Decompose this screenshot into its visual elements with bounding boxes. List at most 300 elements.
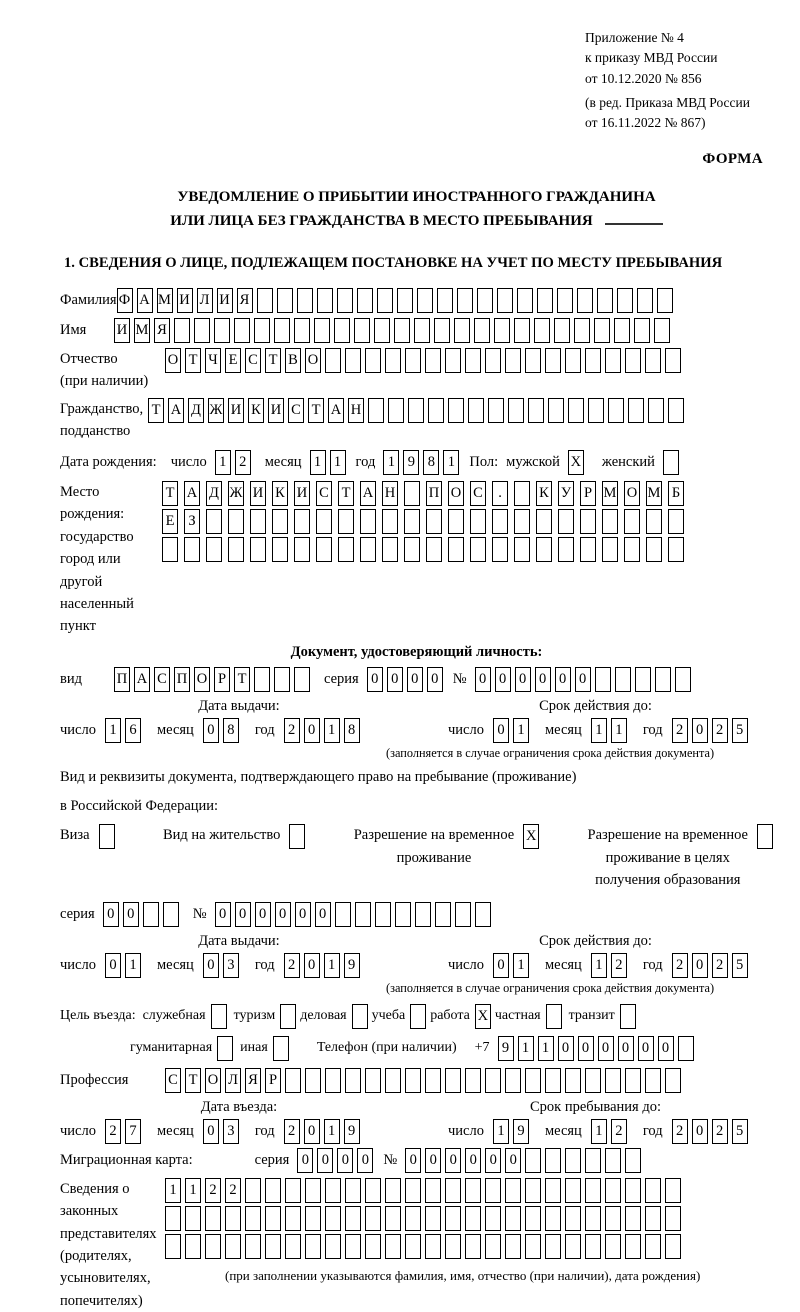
- doc-number-box[interactable]: 0: [495, 667, 511, 692]
- citizenship-char-box[interactable]: [408, 398, 424, 423]
- doc-series-box[interactable]: 0: [387, 667, 403, 692]
- representatives-char-box[interactable]: [485, 1178, 501, 1203]
- issue-year-box[interactable]: 8: [344, 718, 360, 743]
- firstname-char-box[interactable]: [274, 318, 290, 343]
- representatives-char-box[interactable]: [345, 1206, 361, 1231]
- citizenship-char-box[interactable]: Д: [188, 398, 204, 423]
- birthplace-char-box[interactable]: Т: [338, 481, 354, 506]
- patronymic-char-box[interactable]: [405, 348, 421, 373]
- valid-month-box[interactable]: 2: [611, 953, 627, 978]
- patronymic-char-box[interactable]: [345, 348, 361, 373]
- birthplace-char-box[interactable]: И: [250, 481, 266, 506]
- profession-char-box[interactable]: [645, 1068, 661, 1093]
- birthplace-char-box[interactable]: [338, 537, 354, 562]
- doc-series-box[interactable]: 0: [427, 667, 443, 692]
- staydoc-number-box[interactable]: [395, 902, 411, 927]
- representatives-char-box[interactable]: [505, 1178, 521, 1203]
- representatives-char-box[interactable]: [445, 1234, 461, 1259]
- birthplace-char-box[interactable]: [338, 509, 354, 534]
- representatives-char-box[interactable]: [445, 1206, 461, 1231]
- profession-char-box[interactable]: [625, 1068, 641, 1093]
- purpose-work-checkbox[interactable]: X: [475, 1004, 491, 1029]
- valid-year-box[interactable]: 0: [692, 953, 708, 978]
- firstname-char-box[interactable]: [194, 318, 210, 343]
- firstname-char-box[interactable]: [474, 318, 490, 343]
- residence-permit-checkbox[interactable]: [289, 824, 305, 849]
- representatives-char-box[interactable]: [365, 1234, 381, 1259]
- phone-digit-box[interactable]: 0: [618, 1036, 634, 1061]
- citizenship-char-box[interactable]: [628, 398, 644, 423]
- issue-day-box[interactable]: 1: [105, 718, 121, 743]
- patronymic-char-box[interactable]: [565, 348, 581, 373]
- birthplace-char-box[interactable]: [206, 509, 222, 534]
- firstname-char-box[interactable]: [234, 318, 250, 343]
- birthplace-char-box[interactable]: [316, 537, 332, 562]
- representatives-char-box[interactable]: 1: [165, 1178, 181, 1203]
- doc-number-box[interactable]: [635, 667, 651, 692]
- firstname-char-box[interactable]: [614, 318, 630, 343]
- staydoc-number-box[interactable]: 0: [235, 902, 251, 927]
- birthplace-char-box[interactable]: [250, 509, 266, 534]
- staydoc-number-box[interactable]: [415, 902, 431, 927]
- birthplace-char-box[interactable]: [580, 509, 596, 534]
- representatives-char-box[interactable]: [625, 1206, 641, 1231]
- representatives-char-box[interactable]: [605, 1178, 621, 1203]
- birthplace-char-box[interactable]: [448, 537, 464, 562]
- temp-residence-checkbox[interactable]: X: [523, 824, 539, 849]
- citizenship-char-box[interactable]: [468, 398, 484, 423]
- issue-day-box[interactable]: 6: [125, 718, 141, 743]
- stay-day-box[interactable]: 9: [513, 1119, 529, 1144]
- surname-char-box[interactable]: [377, 288, 393, 313]
- firstname-char-box[interactable]: [174, 318, 190, 343]
- representatives-char-box[interactable]: [225, 1234, 241, 1259]
- birthplace-char-box[interactable]: [404, 537, 420, 562]
- doc-number-box[interactable]: 0: [555, 667, 571, 692]
- birthplace-char-box[interactable]: [624, 537, 640, 562]
- patronymic-char-box[interactable]: [465, 348, 481, 373]
- birthplace-char-box[interactable]: П: [426, 481, 442, 506]
- birthplace-char-box[interactable]: И: [294, 481, 310, 506]
- representatives-char-box[interactable]: [245, 1206, 261, 1231]
- representatives-char-box[interactable]: [625, 1234, 641, 1259]
- representatives-char-box[interactable]: [385, 1178, 401, 1203]
- representatives-char-box[interactable]: [525, 1234, 541, 1259]
- birth-year-box[interactable]: 1: [383, 450, 399, 475]
- surname-char-box[interactable]: [437, 288, 453, 313]
- birthplace-char-box[interactable]: О: [448, 481, 464, 506]
- profession-char-box[interactable]: О: [205, 1068, 221, 1093]
- doc-number-box[interactable]: [675, 667, 691, 692]
- issue-month-box[interactable]: 3: [223, 953, 239, 978]
- birthplace-char-box[interactable]: [206, 537, 222, 562]
- patronymic-char-box[interactable]: [385, 348, 401, 373]
- valid-day-box[interactable]: 1: [513, 718, 529, 743]
- birthplace-char-box[interactable]: [272, 509, 288, 534]
- patronymic-char-box[interactable]: [365, 348, 381, 373]
- patronymic-char-box[interactable]: [585, 348, 601, 373]
- birthplace-char-box[interactable]: [514, 481, 530, 506]
- surname-char-box[interactable]: [337, 288, 353, 313]
- surname-char-box[interactable]: [517, 288, 533, 313]
- birth-year-box[interactable]: 9: [403, 450, 419, 475]
- purpose-private-checkbox[interactable]: [546, 1004, 562, 1029]
- representatives-char-box[interactable]: [205, 1234, 221, 1259]
- surname-char-box[interactable]: [617, 288, 633, 313]
- firstname-char-box[interactable]: [514, 318, 530, 343]
- firstname-char-box[interactable]: [334, 318, 350, 343]
- firstname-char-box[interactable]: [534, 318, 550, 343]
- representatives-char-box[interactable]: [285, 1234, 301, 1259]
- patronymic-char-box[interactable]: [665, 348, 681, 373]
- staydoc-number-box[interactable]: [335, 902, 351, 927]
- citizenship-char-box[interactable]: Н: [348, 398, 364, 423]
- representatives-char-box[interactable]: 1: [185, 1178, 201, 1203]
- valid-day-box[interactable]: 0: [493, 953, 509, 978]
- purpose-business-checkbox[interactable]: [352, 1004, 368, 1029]
- sex-male-checkbox[interactable]: X: [568, 450, 584, 475]
- surname-char-box[interactable]: М: [157, 288, 173, 313]
- firstname-char-box[interactable]: [634, 318, 650, 343]
- birthplace-char-box[interactable]: [514, 537, 530, 562]
- birthplace-char-box[interactable]: [492, 537, 508, 562]
- phone-digit-box[interactable]: 0: [578, 1036, 594, 1061]
- birthplace-char-box[interactable]: [250, 537, 266, 562]
- surname-char-box[interactable]: [637, 288, 653, 313]
- staydoc-number-box[interactable]: 0: [255, 902, 271, 927]
- birth-year-box[interactable]: 1: [443, 450, 459, 475]
- firstname-char-box[interactable]: [654, 318, 670, 343]
- mig-series-box[interactable]: 0: [317, 1148, 333, 1173]
- issue-year-box[interactable]: 0: [304, 953, 320, 978]
- profession-char-box[interactable]: [345, 1068, 361, 1093]
- stay-year-box[interactable]: 2: [712, 1119, 728, 1144]
- birthplace-char-box[interactable]: [580, 537, 596, 562]
- representatives-char-box[interactable]: 2: [225, 1178, 241, 1203]
- firstname-char-box[interactable]: [214, 318, 230, 343]
- firstname-char-box[interactable]: [294, 318, 310, 343]
- surname-char-box[interactable]: [277, 288, 293, 313]
- patronymic-char-box[interactable]: [485, 348, 501, 373]
- representatives-char-box[interactable]: [545, 1178, 561, 1203]
- birthplace-char-box[interactable]: [536, 537, 552, 562]
- birthplace-char-box[interactable]: З: [184, 509, 200, 534]
- patronymic-char-box[interactable]: [645, 348, 661, 373]
- citizenship-char-box[interactable]: [508, 398, 524, 423]
- profession-char-box[interactable]: [425, 1068, 441, 1093]
- birthplace-char-box[interactable]: К: [272, 481, 288, 506]
- firstname-char-box[interactable]: [454, 318, 470, 343]
- birthplace-char-box[interactable]: М: [602, 481, 618, 506]
- birthplace-char-box[interactable]: [646, 537, 662, 562]
- citizenship-char-box[interactable]: А: [168, 398, 184, 423]
- patronymic-char-box[interactable]: [605, 348, 621, 373]
- representatives-char-box[interactable]: [465, 1178, 481, 1203]
- phone-digit-box[interactable]: 1: [518, 1036, 534, 1061]
- citizenship-char-box[interactable]: Т: [148, 398, 164, 423]
- birth-day-box[interactable]: 2: [235, 450, 251, 475]
- birthplace-char-box[interactable]: [382, 509, 398, 534]
- mig-series-box[interactable]: 0: [357, 1148, 373, 1173]
- birthplace-char-box[interactable]: [228, 537, 244, 562]
- birthplace-char-box[interactable]: Т: [162, 481, 178, 506]
- representatives-char-box[interactable]: [565, 1234, 581, 1259]
- representatives-char-box[interactable]: [265, 1206, 281, 1231]
- staydoc-number-box[interactable]: 0: [275, 902, 291, 927]
- surname-char-box[interactable]: [597, 288, 613, 313]
- citizenship-char-box[interactable]: [528, 398, 544, 423]
- citizenship-char-box[interactable]: Т: [308, 398, 324, 423]
- representatives-char-box[interactable]: [645, 1234, 661, 1259]
- birthplace-char-box[interactable]: [668, 509, 684, 534]
- citizenship-char-box[interactable]: [608, 398, 624, 423]
- profession-char-box[interactable]: [565, 1068, 581, 1093]
- birth-month-box[interactable]: 1: [330, 450, 346, 475]
- birthplace-char-box[interactable]: С: [470, 481, 486, 506]
- birthplace-char-box[interactable]: [382, 537, 398, 562]
- representatives-char-box[interactable]: [365, 1178, 381, 1203]
- patronymic-char-box[interactable]: О: [305, 348, 321, 373]
- mig-number-box[interactable]: [585, 1148, 601, 1173]
- issue-year-box[interactable]: 0: [304, 718, 320, 743]
- firstname-char-box[interactable]: М: [134, 318, 150, 343]
- firstname-char-box[interactable]: И: [114, 318, 130, 343]
- representatives-char-box[interactable]: [525, 1178, 541, 1203]
- patronymic-char-box[interactable]: Т: [185, 348, 201, 373]
- representatives-char-box[interactable]: [445, 1178, 461, 1203]
- birthplace-char-box[interactable]: [404, 509, 420, 534]
- issue-month-box[interactable]: 0: [203, 953, 219, 978]
- surname-char-box[interactable]: Ф: [117, 288, 133, 313]
- representatives-char-box[interactable]: [485, 1206, 501, 1231]
- surname-char-box[interactable]: [457, 288, 473, 313]
- surname-char-box[interactable]: [477, 288, 493, 313]
- birthplace-char-box[interactable]: [426, 509, 442, 534]
- patronymic-char-box[interactable]: С: [245, 348, 261, 373]
- birthplace-char-box[interactable]: [668, 537, 684, 562]
- doc-number-box[interactable]: 0: [475, 667, 491, 692]
- doc-kind-char-box[interactable]: Т: [234, 667, 250, 692]
- profession-char-box[interactable]: [485, 1068, 501, 1093]
- profession-char-box[interactable]: Л: [225, 1068, 241, 1093]
- surname-char-box[interactable]: [257, 288, 273, 313]
- mig-number-box[interactable]: 0: [425, 1148, 441, 1173]
- profession-char-box[interactable]: [385, 1068, 401, 1093]
- sex-female-checkbox[interactable]: [663, 450, 679, 475]
- citizenship-char-box[interactable]: И: [268, 398, 284, 423]
- representatives-char-box[interactable]: [205, 1206, 221, 1231]
- birthplace-char-box[interactable]: [272, 537, 288, 562]
- doc-kind-char-box[interactable]: О: [194, 667, 210, 692]
- representatives-char-box[interactable]: [385, 1234, 401, 1259]
- surname-char-box[interactable]: Я: [237, 288, 253, 313]
- doc-number-box[interactable]: 0: [535, 667, 551, 692]
- staydoc-number-box[interactable]: [375, 902, 391, 927]
- valid-month-box[interactable]: 1: [611, 718, 627, 743]
- patronymic-char-box[interactable]: [505, 348, 521, 373]
- birthplace-char-box[interactable]: У: [558, 481, 574, 506]
- firstname-char-box[interactable]: [414, 318, 430, 343]
- representatives-char-box[interactable]: [265, 1178, 281, 1203]
- staydoc-number-box[interactable]: [455, 902, 471, 927]
- representatives-char-box[interactable]: [425, 1206, 441, 1231]
- mig-number-box[interactable]: [525, 1148, 541, 1173]
- representatives-char-box[interactable]: [345, 1178, 361, 1203]
- purpose-transit-checkbox[interactable]: [620, 1004, 636, 1029]
- profession-char-box[interactable]: [325, 1068, 341, 1093]
- citizenship-char-box[interactable]: И: [228, 398, 244, 423]
- entry-year-box[interactable]: 2: [284, 1119, 300, 1144]
- patronymic-char-box[interactable]: [445, 348, 461, 373]
- patronymic-char-box[interactable]: [525, 348, 541, 373]
- birthplace-char-box[interactable]: [404, 481, 420, 506]
- staydoc-series-box[interactable]: [143, 902, 159, 927]
- birthplace-char-box[interactable]: [448, 509, 464, 534]
- phone-digit-box[interactable]: 1: [538, 1036, 554, 1061]
- issue-year-box[interactable]: 1: [324, 718, 340, 743]
- citizenship-char-box[interactable]: А: [328, 398, 344, 423]
- birthplace-char-box[interactable]: [602, 509, 618, 534]
- representatives-char-box[interactable]: [665, 1206, 681, 1231]
- issue-month-box[interactable]: 0: [203, 718, 219, 743]
- patronymic-char-box[interactable]: В: [285, 348, 301, 373]
- birthplace-char-box[interactable]: Д: [206, 481, 222, 506]
- representatives-char-box[interactable]: [585, 1234, 601, 1259]
- issue-year-box[interactable]: 9: [344, 953, 360, 978]
- doc-number-box[interactable]: [655, 667, 671, 692]
- phone-digit-box[interactable]: 0: [658, 1036, 674, 1061]
- citizenship-char-box[interactable]: [648, 398, 664, 423]
- representatives-char-box[interactable]: [405, 1206, 421, 1231]
- purpose-humanitarian-checkbox[interactable]: [217, 1036, 233, 1061]
- birthplace-char-box[interactable]: Ж: [228, 481, 244, 506]
- doc-number-box[interactable]: 0: [575, 667, 591, 692]
- patronymic-char-box[interactable]: Т: [265, 348, 281, 373]
- entry-month-box[interactable]: 0: [203, 1119, 219, 1144]
- profession-char-box[interactable]: [605, 1068, 621, 1093]
- valid-month-box[interactable]: 1: [591, 718, 607, 743]
- firstname-char-box[interactable]: [594, 318, 610, 343]
- phone-digit-box[interactable]: 0: [558, 1036, 574, 1061]
- staydoc-number-box[interactable]: [435, 902, 451, 927]
- issue-day-box[interactable]: 1: [125, 953, 141, 978]
- doc-kind-char-box[interactable]: [274, 667, 290, 692]
- doc-kind-char-box[interactable]: С: [154, 667, 170, 692]
- surname-char-box[interactable]: И: [217, 288, 233, 313]
- doc-kind-char-box[interactable]: [294, 667, 310, 692]
- valid-day-box[interactable]: 0: [493, 718, 509, 743]
- birthplace-char-box[interactable]: [426, 537, 442, 562]
- representatives-char-box[interactable]: [345, 1234, 361, 1259]
- representatives-char-box[interactable]: [505, 1206, 521, 1231]
- mig-number-box[interactable]: 0: [405, 1148, 421, 1173]
- firstname-char-box[interactable]: [554, 318, 570, 343]
- patronymic-char-box[interactable]: О: [165, 348, 181, 373]
- stay-day-box[interactable]: 1: [493, 1119, 509, 1144]
- representatives-char-box[interactable]: [305, 1178, 321, 1203]
- issue-year-box[interactable]: 1: [324, 953, 340, 978]
- staydoc-number-box[interactable]: 0: [295, 902, 311, 927]
- surname-char-box[interactable]: [317, 288, 333, 313]
- representatives-char-box[interactable]: [625, 1178, 641, 1203]
- patronymic-char-box[interactable]: Е: [225, 348, 241, 373]
- birth-year-box[interactable]: 8: [423, 450, 439, 475]
- staydoc-series-box[interactable]: 0: [103, 902, 119, 927]
- surname-char-box[interactable]: [417, 288, 433, 313]
- citizenship-char-box[interactable]: [588, 398, 604, 423]
- entry-year-box[interactable]: 1: [324, 1119, 340, 1144]
- mig-number-box[interactable]: [625, 1148, 641, 1173]
- representatives-char-box[interactable]: [285, 1178, 301, 1203]
- issue-year-box[interactable]: 2: [284, 953, 300, 978]
- birthplace-char-box[interactable]: А: [360, 481, 376, 506]
- profession-char-box[interactable]: Т: [185, 1068, 201, 1093]
- birthplace-char-box[interactable]: [470, 537, 486, 562]
- phone-digit-box[interactable]: 0: [598, 1036, 614, 1061]
- birthplace-char-box[interactable]: [558, 509, 574, 534]
- birthplace-char-box[interactable]: [316, 509, 332, 534]
- citizenship-char-box[interactable]: К: [248, 398, 264, 423]
- representatives-char-box[interactable]: [305, 1206, 321, 1231]
- surname-char-box[interactable]: И: [177, 288, 193, 313]
- stay-year-box[interactable]: 2: [672, 1119, 688, 1144]
- firstname-char-box[interactable]: [314, 318, 330, 343]
- mig-number-box[interactable]: [545, 1148, 561, 1173]
- representatives-char-box[interactable]: [225, 1206, 241, 1231]
- staydoc-number-box[interactable]: 0: [215, 902, 231, 927]
- valid-year-box[interactable]: 5: [732, 953, 748, 978]
- birthplace-char-box[interactable]: [184, 537, 200, 562]
- representatives-char-box[interactable]: [605, 1206, 621, 1231]
- birth-day-box[interactable]: 1: [215, 450, 231, 475]
- profession-char-box[interactable]: [465, 1068, 481, 1093]
- valid-month-box[interactable]: 1: [591, 953, 607, 978]
- representatives-char-box[interactable]: [585, 1178, 601, 1203]
- birthplace-char-box[interactable]: [360, 509, 376, 534]
- birthplace-char-box[interactable]: [536, 509, 552, 534]
- profession-char-box[interactable]: [305, 1068, 321, 1093]
- mig-number-box[interactable]: 0: [505, 1148, 521, 1173]
- representatives-char-box[interactable]: [565, 1178, 581, 1203]
- profession-char-box[interactable]: [525, 1068, 541, 1093]
- birth-month-box[interactable]: 1: [310, 450, 326, 475]
- staydoc-number-box[interactable]: [475, 902, 491, 927]
- firstname-char-box[interactable]: [354, 318, 370, 343]
- representatives-char-box[interactable]: [405, 1234, 421, 1259]
- representatives-char-box[interactable]: [505, 1234, 521, 1259]
- patronymic-char-box[interactable]: [325, 348, 341, 373]
- birthplace-char-box[interactable]: Б: [668, 481, 684, 506]
- doc-number-box[interactable]: 0: [515, 667, 531, 692]
- phone-digit-box[interactable]: 0: [638, 1036, 654, 1061]
- mig-number-box[interactable]: [565, 1148, 581, 1173]
- surname-char-box[interactable]: [397, 288, 413, 313]
- birthplace-char-box[interactable]: [624, 509, 640, 534]
- citizenship-char-box[interactable]: Ж: [208, 398, 224, 423]
- stay-year-box[interactable]: 5: [732, 1119, 748, 1144]
- patronymic-char-box[interactable]: [545, 348, 561, 373]
- representatives-char-box[interactable]: [245, 1234, 261, 1259]
- representatives-char-box[interactable]: 2: [205, 1178, 221, 1203]
- representatives-char-box[interactable]: [165, 1206, 181, 1231]
- firstname-char-box[interactable]: Я: [154, 318, 170, 343]
- birthplace-char-box[interactable]: [294, 509, 310, 534]
- edu-residence-checkbox[interactable]: [757, 824, 773, 849]
- mig-number-box[interactable]: 0: [465, 1148, 481, 1173]
- doc-kind-char-box[interactable]: П: [174, 667, 190, 692]
- valid-year-box[interactable]: 2: [712, 718, 728, 743]
- surname-char-box[interactable]: А: [137, 288, 153, 313]
